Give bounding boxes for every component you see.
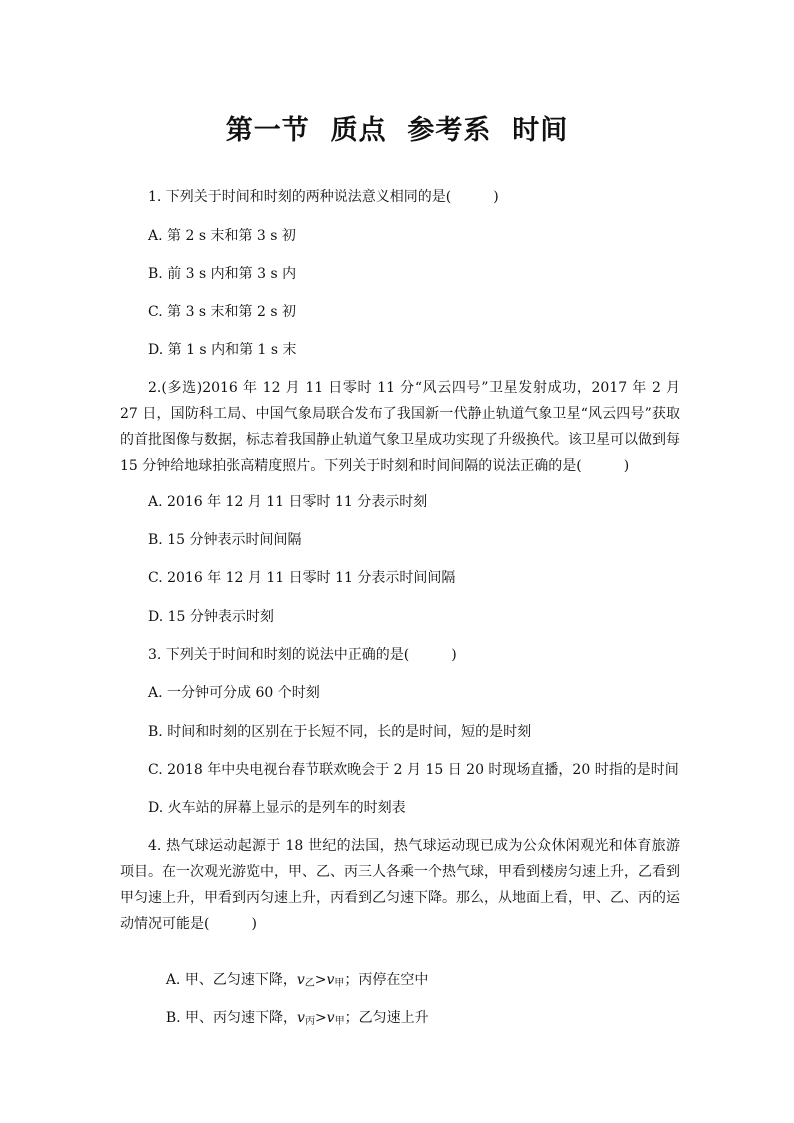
option-a-prefix: A. 甲、乙匀速下降， xyxy=(165,972,297,988)
question-2-option-b: B. 15 分钟表示时间间隔 xyxy=(148,532,302,548)
question-3-option-b: B. 时间和时刻的区别在于长短不同，长的是时间，短的是时刻 xyxy=(148,724,532,740)
velocity-symbol: v xyxy=(326,972,335,988)
option-b-suffix: ；乙匀速上升 xyxy=(344,1010,429,1026)
comparison-sign: > xyxy=(314,972,327,988)
question-3-option-d: D. 火车站的屏幕上显示的是列车的时刻表 xyxy=(148,800,406,816)
question-2-option-a: A. 2016 年 12 月 11 日零时 11 分表示时刻 xyxy=(148,494,428,510)
question-2-stem: 2.(多选)2016 年 12 月 11 日零时 11 分“风云四号”卫星发射成功，2017 年 2 月 27 日，国防科工局、中国气象局联合发布了我国新一代静止轨道气象卫星“风云四号”获取的首批图像与数据，标志着我国静止轨道气象卫星成功实现了升级换代。该卫星可以做到每 15 分钟给地球拍张高精度照片。下列关于时刻和时间间隔的说法正确的是( ) xyxy=(120,380,680,474)
velocity-symbol: v xyxy=(296,972,305,988)
question-3-stem: 3. 下列关于时间和时刻的说法中正确的是( ) xyxy=(148,647,457,663)
velocity-subscript: 甲 xyxy=(334,978,345,989)
question-2-option-d: D. 15 分钟表示时刻 xyxy=(148,609,274,625)
question-4-option-b xyxy=(148,988,429,1052)
question-1-option-a: A. 第 2 s 末和第 3 s 初 xyxy=(148,228,296,244)
option-b-prefix: B. 甲、丙匀速下降， xyxy=(165,1010,298,1026)
question-1-option-c: C. 第 3 s 末和第 2 s 初 xyxy=(148,304,296,320)
question-4-stem: 4. 热气球运动起源于 18 世纪的法国，热气球运动现已成为公众休闲观光和体育旅游项目。在一次观光游览中，甲、乙、丙三人各乘一个热气球，甲看到楼房匀速上升，乙看到甲匀速上升，甲看到丙匀速上升，丙看到乙匀速下降。那么，从地面上看，甲、乙、丙的运动情况可能是( ) xyxy=(120,838,680,932)
question-3-option-a: A. 一分钟可分成 60 个时刻 xyxy=(148,685,320,701)
question-2-option-c: C. 2016 年 12 月 11 日零时 11 分表示时间间隔 xyxy=(148,570,456,586)
velocity-symbol: v xyxy=(297,1010,305,1026)
velocity-subscript: 丙 xyxy=(304,1016,315,1027)
page-title: 第一节 质点 参考系 时间 xyxy=(225,115,569,146)
question-1-option-b: B. 前 3 s 内和第 3 s 内 xyxy=(148,266,297,282)
option-a-suffix: ；丙停在空中 xyxy=(344,972,429,988)
question-1-option-d: D. 第 1 s 内和第 1 s 末 xyxy=(148,342,297,358)
velocity-symbol: v xyxy=(326,1010,335,1026)
question-1-stem: 1. 下列关于时间和时刻的两种说法意义相同的是( ) xyxy=(148,189,499,205)
comparison-sign: > xyxy=(314,1010,327,1026)
velocity-subscript: 乙 xyxy=(304,978,315,989)
question-3-option-c: C. 2018 年中央电视台春节联欢晚会于 2 月 15 日 20 时现场直播，20 时指的是时间 xyxy=(148,762,679,778)
velocity-subscript: 甲 xyxy=(334,1016,345,1027)
